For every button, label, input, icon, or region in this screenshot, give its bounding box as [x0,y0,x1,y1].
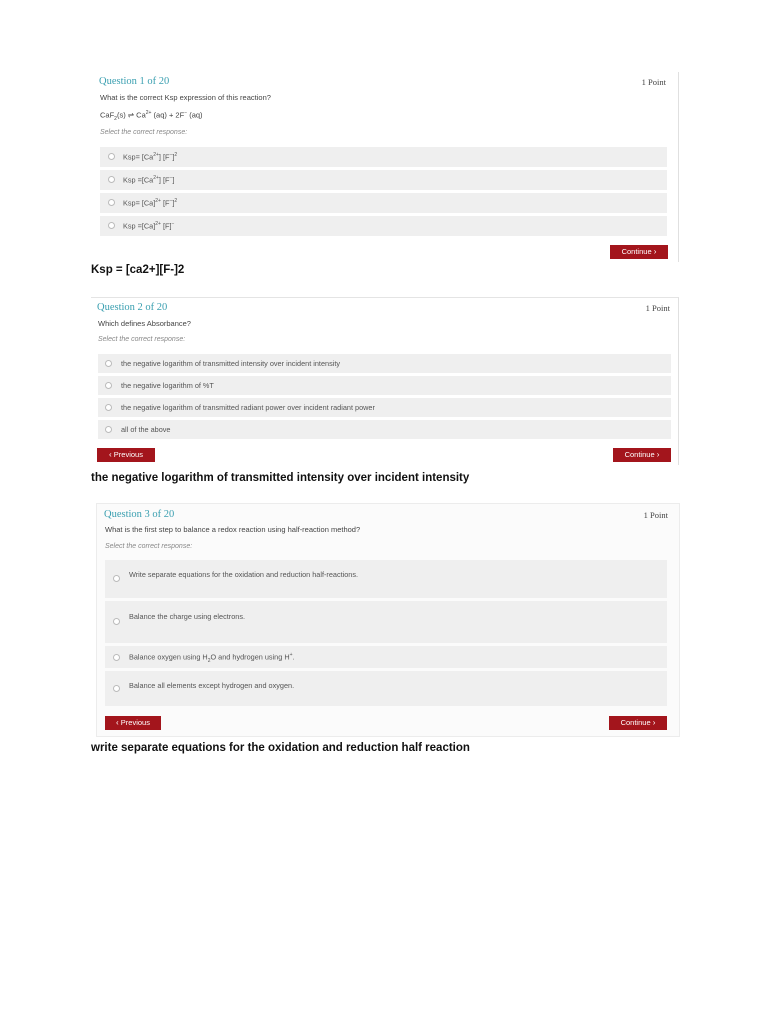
option-label: $Ksp= [Ca^{2+}]$ $[F^-]^2$ [123,152,178,162]
previous-button[interactable]: ‹ Previous [105,716,161,730]
reaction-equation: CaF$_2$(s) ⇌ $Ca^{2+}$ (aq) + 2F− (aq) [100,110,203,122]
radio-button[interactable] [113,685,120,692]
chevron-right-icon: › [656,450,660,459]
radio-button[interactable] [108,176,115,183]
radio-button[interactable] [113,618,120,625]
points-label: 1 Point [641,77,666,87]
answer-text-2: the negative logarithm of transmitted intensity over incident intensity [91,472,470,484]
answer-option[interactable] [98,398,671,417]
chevron-left-icon: ‹ [116,718,119,727]
question-3-card [96,503,680,737]
answer-option[interactable] [100,170,667,190]
answer-option[interactable] [98,354,671,373]
answer-option[interactable] [105,601,667,643]
radio-button[interactable] [105,404,112,411]
radio-button[interactable] [105,360,112,367]
radio-button[interactable] [113,654,120,661]
chevron-right-icon: › [652,718,656,727]
radio-button[interactable] [113,575,120,582]
answer-text-1: Ksp = [ca2+][F-]2 [91,264,185,276]
select-hint: Select the correct response: [105,543,193,550]
previous-button[interactable]: ‹ Previous [97,448,155,462]
question-text: What is the correct Ksp expression of this reaction? [100,93,271,102]
radio-button[interactable] [108,153,115,160]
select-hint: Select the correct response: [100,129,188,136]
chevron-left-icon: ‹ [109,450,112,459]
question-number: Question 2 of 20 [97,302,168,313]
radio-button[interactable] [108,199,115,206]
option-label: Ksp $=[Ca^{2+}]$ [F−] [123,175,175,185]
select-hint: Select the correct response: [98,336,186,343]
answer-option[interactable] [105,560,667,598]
option-label: $Ksp= [Ca]^{2+}$ $[F^-]^2$ [123,198,178,208]
question-text: What is the first step to balance a redox reaction using half-reaction method? [105,525,361,534]
question-2-card [91,297,679,465]
answer-option[interactable] [100,193,667,213]
answer-option[interactable] [98,420,671,439]
option-label: Ksp $=[Ca]^{2+}$ [F]− [123,221,175,231]
answer-option[interactable] [98,376,671,395]
answer-option[interactable] [105,646,667,668]
radio-button[interactable] [105,426,112,433]
question-number: Question 3 of 20 [104,509,175,520]
option-label: Balance the charge using electrons. [129,612,246,621]
continue-button[interactable]: Continue › [610,245,668,259]
option-label: all of the above [121,425,171,434]
continue-button[interactable]: Continue › [609,716,667,730]
continue-button[interactable]: Continue › [613,448,671,462]
answer-option[interactable] [100,147,667,167]
question-1-card [91,72,679,262]
option-label: Balance all elements except hydrogen and oxygen. [129,681,295,690]
question-text: Which defines Absorbance? [98,319,191,328]
answer-text-3: write separate equations for the oxidation and reduction half reaction [91,742,470,754]
option-label: Write separate equations for the oxidation and reduction half-reactions. [129,570,359,579]
chevron-right-icon: › [653,247,657,256]
answer-option[interactable] [105,671,667,706]
answer-option[interactable] [100,216,667,236]
radio-button[interactable] [105,382,112,389]
question-number: Question 1 of 20 [99,76,170,87]
option-label: the negative logarithm of transmitted intensity over incident intensity [121,359,341,368]
points-label: 1 Point [643,510,668,520]
option-label: Balance oxygen using $H_2O$ and hydrogen using H+. [129,652,295,664]
option-label: the negative logarithm of %T [121,381,214,390]
points-label: 1 Point [645,303,670,313]
radio-button[interactable] [108,222,115,229]
option-label: the negative logarithm of transmitted radiant power over incident radiant power [121,403,375,412]
